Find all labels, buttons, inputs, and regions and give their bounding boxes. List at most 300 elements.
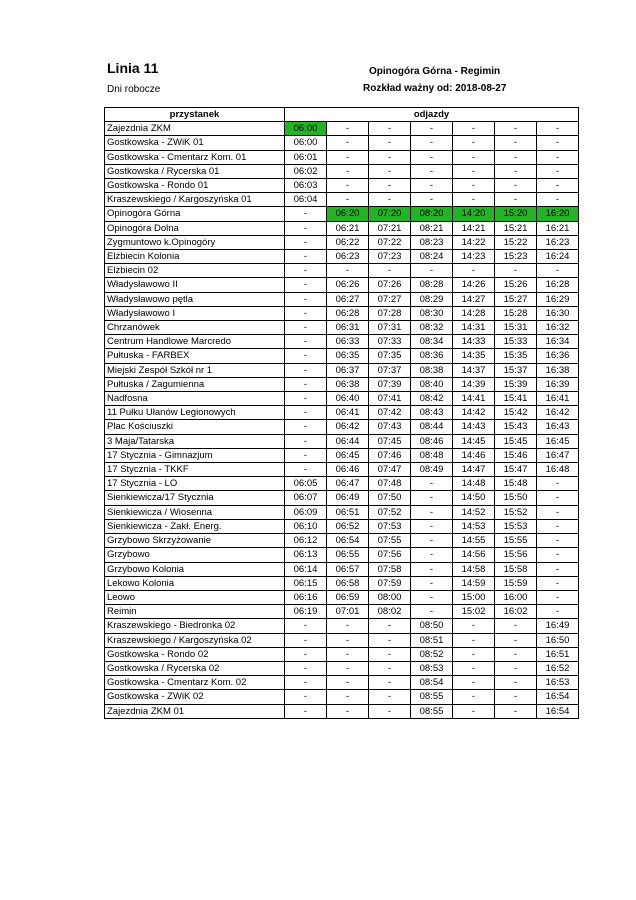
- departure-time-cell: 14:42: [453, 406, 495, 420]
- departure-time-cell: 06:31: [327, 321, 369, 335]
- departure-time-cell: 08:46: [411, 434, 453, 448]
- stop-name-cell: 17 Stycznia - TKKF: [105, 463, 285, 477]
- stop-name-cell: Pułtuska / Zagumienna: [105, 377, 285, 391]
- table-row: [105, 278, 579, 292]
- departure-time-cell: 14:48: [453, 477, 495, 491]
- table-row: [105, 406, 579, 420]
- departure-time-cell: -: [327, 633, 369, 647]
- departure-time-cell: -: [453, 633, 495, 647]
- table-row: [105, 335, 579, 349]
- departure-time-cell: 08:34: [411, 335, 453, 349]
- departure-time-cell: -: [537, 534, 579, 548]
- day-type-label: Dni robocze: [107, 84, 161, 95]
- departure-time-cell: 08:28: [411, 278, 453, 292]
- departure-time-cell: -: [285, 619, 327, 633]
- departure-time-cell: 15:37: [495, 363, 537, 377]
- stop-name-cell: Zajezdnia ZKM: [105, 122, 285, 136]
- departure-time-cell: -: [453, 136, 495, 150]
- departure-time-cell: 14:28: [453, 306, 495, 320]
- table-row: [105, 221, 579, 235]
- departure-time-cell: -: [285, 221, 327, 235]
- stop-name-cell: Pułtuska - FARBEX: [105, 349, 285, 363]
- stop-name-cell: Grzybowo Skrzyżowanie: [105, 534, 285, 548]
- departure-time-cell: -: [495, 690, 537, 704]
- departure-time-cell: -: [537, 150, 579, 164]
- departure-time-cell: 07:46: [369, 448, 411, 462]
- stop-column-header: przystanek: [105, 108, 285, 122]
- table-row: [105, 661, 579, 675]
- departure-time-cell: -: [327, 619, 369, 633]
- departure-time-cell: 15:39: [495, 377, 537, 391]
- departure-time-cell: 16:20: [537, 207, 579, 221]
- departure-time-cell: 15:02: [453, 605, 495, 619]
- departure-time-cell: 08:55: [411, 690, 453, 704]
- departure-time-cell: 07:20: [369, 207, 411, 221]
- table-row: [105, 605, 579, 619]
- departure-time-cell: 14:53: [453, 519, 495, 533]
- departure-time-cell: 08:52: [411, 647, 453, 661]
- departure-time-cell: -: [495, 164, 537, 178]
- departure-time-cell: -: [537, 179, 579, 193]
- departure-time-cell: 06:46: [327, 463, 369, 477]
- departure-time-cell: 15:22: [495, 235, 537, 249]
- departure-time-cell: 08:30: [411, 306, 453, 320]
- departure-time-cell: 15:53: [495, 519, 537, 533]
- departure-time-cell: 06:40: [327, 392, 369, 406]
- departure-time-cell: -: [495, 676, 537, 690]
- departure-time-cell: 06:35: [327, 349, 369, 363]
- departure-time-cell: -: [453, 150, 495, 164]
- departure-time-cell: 15:48: [495, 477, 537, 491]
- departure-time-cell: -: [537, 136, 579, 150]
- departure-time-cell: 08:02: [369, 605, 411, 619]
- stop-name-cell: Miejski Zespół Szkół nr 1: [105, 363, 285, 377]
- departure-time-cell: -: [327, 690, 369, 704]
- departure-time-cell: 06:10: [285, 519, 327, 533]
- stop-name-cell: 3 Maja/Tatarska: [105, 434, 285, 448]
- table-row: [105, 463, 579, 477]
- departure-time-cell: -: [369, 661, 411, 675]
- table-row: [105, 434, 579, 448]
- departure-time-cell: -: [453, 647, 495, 661]
- departure-time-cell: -: [327, 264, 369, 278]
- departure-time-cell: 07:22: [369, 235, 411, 249]
- departure-time-cell: 06:41: [327, 406, 369, 420]
- departure-time-cell: 08:49: [411, 463, 453, 477]
- departure-time-cell: 15:50: [495, 491, 537, 505]
- table-row: [105, 477, 579, 491]
- departure-time-cell: -: [285, 235, 327, 249]
- departure-time-cell: -: [327, 136, 369, 150]
- stop-name-cell: Gostkowska - Rondo 02: [105, 647, 285, 661]
- departure-time-cell: 06:59: [327, 590, 369, 604]
- departure-time-cell: -: [495, 264, 537, 278]
- departure-time-cell: 14:33: [453, 335, 495, 349]
- departure-time-cell: 15:56: [495, 548, 537, 562]
- stop-name-cell: Władysławowo pętla: [105, 292, 285, 306]
- departure-time-cell: 06:13: [285, 548, 327, 562]
- departure-time-cell: 14:56: [453, 548, 495, 562]
- departure-time-cell: 07:47: [369, 463, 411, 477]
- departure-time-cell: 08:24: [411, 250, 453, 264]
- departure-time-cell: 14:26: [453, 278, 495, 292]
- departure-time-cell: -: [285, 661, 327, 675]
- table-row: [105, 420, 579, 434]
- departure-time-cell: 07:23: [369, 250, 411, 264]
- departure-time-cell: 16:41: [537, 392, 579, 406]
- stop-name-cell: Zygmuntowo k.Opinogóry: [105, 235, 285, 249]
- departure-time-cell: 07:48: [369, 477, 411, 491]
- departure-time-cell: 16:45: [537, 434, 579, 448]
- departure-time-cell: -: [285, 392, 327, 406]
- departure-time-cell: -: [327, 164, 369, 178]
- departure-time-cell: -: [369, 122, 411, 136]
- departure-time-cell: -: [453, 704, 495, 718]
- departure-time-cell: 14:55: [453, 534, 495, 548]
- departure-time-cell: 15:52: [495, 505, 537, 519]
- table-row: [105, 377, 579, 391]
- departure-time-cell: 06:15: [285, 576, 327, 590]
- departure-time-cell: -: [285, 377, 327, 391]
- departure-time-cell: -: [411, 179, 453, 193]
- departure-time-cell: 14:59: [453, 576, 495, 590]
- departure-time-cell: 06:02: [285, 164, 327, 178]
- table-row: [105, 633, 579, 647]
- departure-time-cell: 08:43: [411, 406, 453, 420]
- departure-time-cell: 06:00: [285, 122, 327, 136]
- departure-time-cell: 07:31: [369, 321, 411, 335]
- departure-time-cell: -: [495, 136, 537, 150]
- departure-time-cell: 16:42: [537, 406, 579, 420]
- departure-time-cell: 16:48: [537, 463, 579, 477]
- stop-name-cell: Kraszewskiego / Kargoszyńska 01: [105, 193, 285, 207]
- departure-time-cell: -: [369, 647, 411, 661]
- departure-time-cell: 07:35: [369, 349, 411, 363]
- table-row: [105, 448, 579, 462]
- departure-time-cell: 08:54: [411, 676, 453, 690]
- departure-time-cell: -: [453, 122, 495, 136]
- departure-time-cell: 06:52: [327, 519, 369, 533]
- departure-time-cell: 16:28: [537, 278, 579, 292]
- departure-time-cell: -: [411, 519, 453, 533]
- departure-time-cell: -: [369, 264, 411, 278]
- departure-time-cell: -: [285, 633, 327, 647]
- table-row: [105, 392, 579, 406]
- table-row: [105, 619, 579, 633]
- stop-name-cell: Grzybowo: [105, 548, 285, 562]
- stop-name-cell: Grzybowo Kolonia: [105, 562, 285, 576]
- departure-time-cell: -: [369, 690, 411, 704]
- departure-time-cell: 07:59: [369, 576, 411, 590]
- departure-time-cell: -: [285, 420, 327, 434]
- departure-time-cell: -: [285, 690, 327, 704]
- stop-name-cell: Gostkowska - ZWiK 01: [105, 136, 285, 150]
- departure-time-cell: -: [369, 150, 411, 164]
- departure-time-cell: 16:49: [537, 619, 579, 633]
- departure-time-cell: -: [285, 335, 327, 349]
- departure-time-cell: -: [327, 122, 369, 136]
- stop-name-cell: Sienkiewicza / Wiosenna: [105, 505, 285, 519]
- departure-time-cell: -: [537, 264, 579, 278]
- departure-time-cell: -: [327, 704, 369, 718]
- departure-time-cell: 14:43: [453, 420, 495, 434]
- departure-time-cell: 07:01: [327, 605, 369, 619]
- table-row: [105, 179, 579, 193]
- departure-time-cell: -: [327, 647, 369, 661]
- stop-name-cell: Gostkowska / Rycerska 02: [105, 661, 285, 675]
- departure-time-cell: -: [285, 292, 327, 306]
- departure-time-cell: -: [411, 477, 453, 491]
- stop-name-cell: Władysławowo I: [105, 306, 285, 320]
- departure-time-cell: 15:27: [495, 292, 537, 306]
- departure-time-cell: 06:51: [327, 505, 369, 519]
- departure-time-cell: 07:53: [369, 519, 411, 533]
- departure-time-cell: 14:47: [453, 463, 495, 477]
- departure-time-cell: 08:42: [411, 392, 453, 406]
- departure-time-cell: -: [411, 576, 453, 590]
- stop-name-cell: Kraszewskiego - Biedronka 02: [105, 619, 285, 633]
- departure-time-cell: 08:36: [411, 349, 453, 363]
- departure-time-cell: 08:20: [411, 207, 453, 221]
- departure-time-cell: 07:28: [369, 306, 411, 320]
- departure-time-cell: -: [495, 619, 537, 633]
- departure-time-cell: 14:50: [453, 491, 495, 505]
- departure-time-cell: -: [537, 122, 579, 136]
- departure-time-cell: 06:00: [285, 136, 327, 150]
- departure-time-cell: 16:23: [537, 235, 579, 249]
- departure-time-cell: -: [411, 122, 453, 136]
- stop-name-cell: Chrzanówek: [105, 321, 285, 335]
- departure-time-cell: -: [411, 590, 453, 604]
- departure-time-cell: 06:54: [327, 534, 369, 548]
- table-row: [105, 321, 579, 335]
- timetable-body: [105, 122, 579, 719]
- departure-time-cell: -: [285, 676, 327, 690]
- departure-time-cell: 06:55: [327, 548, 369, 562]
- departure-time-cell: -: [537, 505, 579, 519]
- stop-name-cell: Zajezdnia ZKM 01: [105, 704, 285, 718]
- departure-time-cell: -: [537, 477, 579, 491]
- departure-time-cell: -: [411, 193, 453, 207]
- departure-time-cell: 07:42: [369, 406, 411, 420]
- departure-time-cell: 14:39: [453, 377, 495, 391]
- departure-time-cell: 06:22: [327, 235, 369, 249]
- departure-time-cell: -: [327, 179, 369, 193]
- stop-name-cell: Lekowo Kolonia: [105, 576, 285, 590]
- departure-time-cell: 08:00: [369, 590, 411, 604]
- departure-time-cell: -: [285, 463, 327, 477]
- table-row: [105, 704, 579, 718]
- table-row: [105, 676, 579, 690]
- departure-time-cell: -: [285, 647, 327, 661]
- departure-time-cell: 14:46: [453, 448, 495, 462]
- departure-time-cell: 16:29: [537, 292, 579, 306]
- stop-name-cell: Gostkowska / Rycerska 01: [105, 164, 285, 178]
- departure-time-cell: 16:54: [537, 704, 579, 718]
- departure-time-cell: -: [369, 193, 411, 207]
- stop-name-cell: Kraszewskiego / Kargoszyńska 02: [105, 633, 285, 647]
- departure-time-cell: 07:45: [369, 434, 411, 448]
- departure-time-cell: 15:00: [453, 590, 495, 604]
- departure-time-cell: -: [327, 150, 369, 164]
- departure-time-cell: 06:28: [327, 306, 369, 320]
- departure-time-cell: 06:21: [327, 221, 369, 235]
- departure-time-cell: 08:44: [411, 420, 453, 434]
- departure-time-cell: 08:32: [411, 321, 453, 335]
- departure-time-cell: 15:58: [495, 562, 537, 576]
- departure-time-cell: 14:22: [453, 235, 495, 249]
- departure-time-cell: 16:51: [537, 647, 579, 661]
- departure-time-cell: -: [369, 136, 411, 150]
- departure-time-cell: 06:01: [285, 150, 327, 164]
- departure-time-cell: -: [453, 193, 495, 207]
- departure-time-cell: -: [495, 122, 537, 136]
- stop-name-cell: Sienkiewicza/17 Stycznia: [105, 491, 285, 505]
- departure-time-cell: -: [327, 193, 369, 207]
- departure-time-cell: -: [537, 164, 579, 178]
- departure-time-cell: 15:21: [495, 221, 537, 235]
- departure-time-cell: 16:47: [537, 448, 579, 462]
- departure-time-cell: 06:04: [285, 193, 327, 207]
- departure-time-cell: -: [327, 676, 369, 690]
- departure-time-cell: 16:02: [495, 605, 537, 619]
- departure-time-cell: -: [369, 676, 411, 690]
- table-row: [105, 562, 579, 576]
- departure-time-cell: -: [411, 548, 453, 562]
- departure-time-cell: -: [537, 519, 579, 533]
- table-row: [105, 250, 579, 264]
- departure-time-cell: 07:43: [369, 420, 411, 434]
- departure-time-cell: 15:43: [495, 420, 537, 434]
- route-label: Opinogóra Górna - Regimin: [369, 66, 501, 77]
- table-row: [105, 491, 579, 505]
- departure-time-cell: -: [495, 704, 537, 718]
- departure-time-cell: -: [369, 619, 411, 633]
- departure-time-cell: -: [495, 661, 537, 675]
- table-row: [105, 647, 579, 661]
- departure-time-cell: 06:26: [327, 278, 369, 292]
- departure-time-cell: -: [453, 164, 495, 178]
- departure-time-cell: 07:26: [369, 278, 411, 292]
- departure-time-cell: 15:20: [495, 207, 537, 221]
- departure-time-cell: -: [285, 321, 327, 335]
- departure-time-cell: 07:33: [369, 335, 411, 349]
- departure-time-cell: -: [285, 704, 327, 718]
- departure-time-cell: 15:45: [495, 434, 537, 448]
- departure-time-cell: -: [537, 590, 579, 604]
- departure-time-cell: -: [411, 562, 453, 576]
- departure-time-cell: -: [453, 676, 495, 690]
- stop-name-cell: Władysławowo II: [105, 278, 285, 292]
- table-row: [105, 505, 579, 519]
- departure-time-cell: 15:33: [495, 335, 537, 349]
- departure-time-cell: -: [369, 633, 411, 647]
- departure-time-cell: 14:52: [453, 505, 495, 519]
- departure-time-cell: 08:38: [411, 363, 453, 377]
- table-row: [105, 349, 579, 363]
- departures-column-header: odjazdy: [285, 108, 579, 122]
- departure-time-cell: -: [537, 562, 579, 576]
- departure-time-cell: 07:58: [369, 562, 411, 576]
- departure-time-cell: -: [495, 647, 537, 661]
- stop-name-cell: 17 Stycznia - Gimnazjum: [105, 448, 285, 462]
- departure-time-cell: 15:23: [495, 250, 537, 264]
- departure-time-cell: 16:53: [537, 676, 579, 690]
- departure-time-cell: -: [285, 264, 327, 278]
- departure-time-cell: 14:45: [453, 434, 495, 448]
- departure-time-cell: -: [453, 690, 495, 704]
- table-row: [105, 235, 579, 249]
- departure-time-cell: 06:45: [327, 448, 369, 462]
- departure-time-cell: 06:16: [285, 590, 327, 604]
- departure-time-cell: 08:55: [411, 704, 453, 718]
- departure-time-cell: -: [285, 278, 327, 292]
- line-title: Linia 11: [107, 60, 159, 76]
- departure-time-cell: 15:28: [495, 306, 537, 320]
- departure-time-cell: -: [369, 179, 411, 193]
- departure-time-cell: -: [285, 207, 327, 221]
- departure-time-cell: -: [411, 150, 453, 164]
- departure-time-cell: 07:21: [369, 221, 411, 235]
- departure-time-cell: 15:59: [495, 576, 537, 590]
- table-row: [105, 590, 579, 604]
- departure-time-cell: -: [285, 448, 327, 462]
- departure-time-cell: -: [285, 406, 327, 420]
- departure-time-cell: 14:58: [453, 562, 495, 576]
- departure-time-cell: 16:00: [495, 590, 537, 604]
- departure-time-cell: 07:27: [369, 292, 411, 306]
- departure-time-cell: 06:37: [327, 363, 369, 377]
- departure-time-cell: -: [453, 661, 495, 675]
- departure-time-cell: 16:43: [537, 420, 579, 434]
- departure-time-cell: 14:41: [453, 392, 495, 406]
- departure-time-cell: -: [411, 534, 453, 548]
- departure-time-cell: 06:44: [327, 434, 369, 448]
- departure-time-cell: 07:39: [369, 377, 411, 391]
- departure-time-cell: 16:30: [537, 306, 579, 320]
- departure-time-cell: 06:27: [327, 292, 369, 306]
- departure-time-cell: 15:41: [495, 392, 537, 406]
- departure-time-cell: 08:21: [411, 221, 453, 235]
- departure-time-cell: 06:20: [327, 207, 369, 221]
- departure-time-cell: 15:35: [495, 349, 537, 363]
- table-row: [105, 193, 579, 207]
- stop-name-cell: Plac Kościuszki: [105, 420, 285, 434]
- stop-name-cell: Gostkowska - Cmentarz Kom. 02: [105, 676, 285, 690]
- departure-time-cell: 06:49: [327, 491, 369, 505]
- stop-name-cell: Gostkowska - Cmentarz Kom. 01: [105, 150, 285, 164]
- departure-time-cell: 15:31: [495, 321, 537, 335]
- departure-time-cell: -: [495, 193, 537, 207]
- departure-time-cell: -: [411, 264, 453, 278]
- departure-time-cell: 16:24: [537, 250, 579, 264]
- valid-from-label: Rozkład ważny od: 2018-08-27: [363, 83, 507, 94]
- departure-time-cell: 06:47: [327, 477, 369, 491]
- departure-time-cell: -: [327, 661, 369, 675]
- departure-time-cell: 15:46: [495, 448, 537, 462]
- stop-name-cell: Opinogóra Górna: [105, 207, 285, 221]
- stop-name-cell: Elżbiecin Kolonia: [105, 250, 285, 264]
- stop-name-cell: Sienkiewicza - Zakł. Energ.: [105, 519, 285, 533]
- table-row: [105, 164, 579, 178]
- departure-time-cell: -: [495, 633, 537, 647]
- departure-time-cell: 07:37: [369, 363, 411, 377]
- table-row: [105, 690, 579, 704]
- table-row: [105, 306, 579, 320]
- departure-time-cell: -: [411, 164, 453, 178]
- departure-time-cell: -: [453, 619, 495, 633]
- departure-time-cell: -: [285, 434, 327, 448]
